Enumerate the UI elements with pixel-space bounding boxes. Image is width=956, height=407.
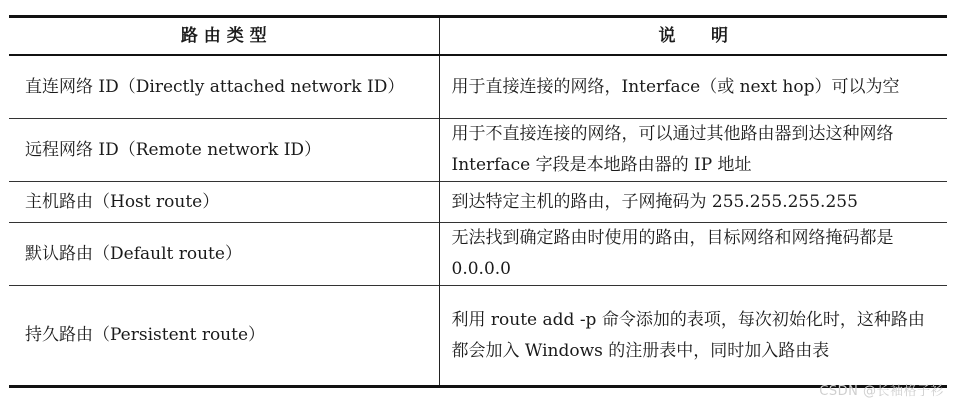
header-route-type <box>9 17 439 56</box>
table-row <box>9 55 947 119</box>
route-description-cell: 利用 route add -p 命令添加的表项，每次初始化时，这种路由都会加入 Windows 的注册表中，同时加入路由表 <box>439 286 947 387</box>
route-type-cell: 默认路由（Default route） <box>9 223 439 286</box>
table-row <box>9 182 947 223</box>
route-type-cell: 直连网络 ID（Directly attached network ID） <box>9 55 439 119</box>
table-row <box>9 286 947 387</box>
route-description-cell: 无法找到确定路由时使用的路由，目标网络和网络掩码都是 0.0.0.0 <box>439 223 947 286</box>
route-description-cell: 用于不直接连接的网络，可以通过其他路由器到达这种网络 Interface 字段是本地路由器的 IP 地址 <box>439 119 947 182</box>
header-route-type-label: 路 由 类 型 <box>180 25 267 46</box>
watermark: CSDN @长袖格子衫 <box>819 384 944 399</box>
header-description-label: 说 明 <box>658 25 728 46</box>
table-row <box>9 119 947 182</box>
table-header-row <box>9 17 947 56</box>
route-type-table <box>9 15 947 388</box>
route-type-cell: 远程网络 ID（Remote network ID） <box>9 119 439 182</box>
route-type-cell: 持久路由（Persistent route） <box>9 286 439 387</box>
table-row <box>9 223 947 286</box>
route-type-cell: 主机路由（Host route） <box>9 182 439 223</box>
route-description-cell: 用于直接连接的网络，Interface（或 next hop）可以为空 <box>439 55 947 119</box>
header-description <box>439 17 947 56</box>
route-description-cell: 到达特定主机的路由，子网掩码为 255.255.255.255 <box>439 182 947 223</box>
